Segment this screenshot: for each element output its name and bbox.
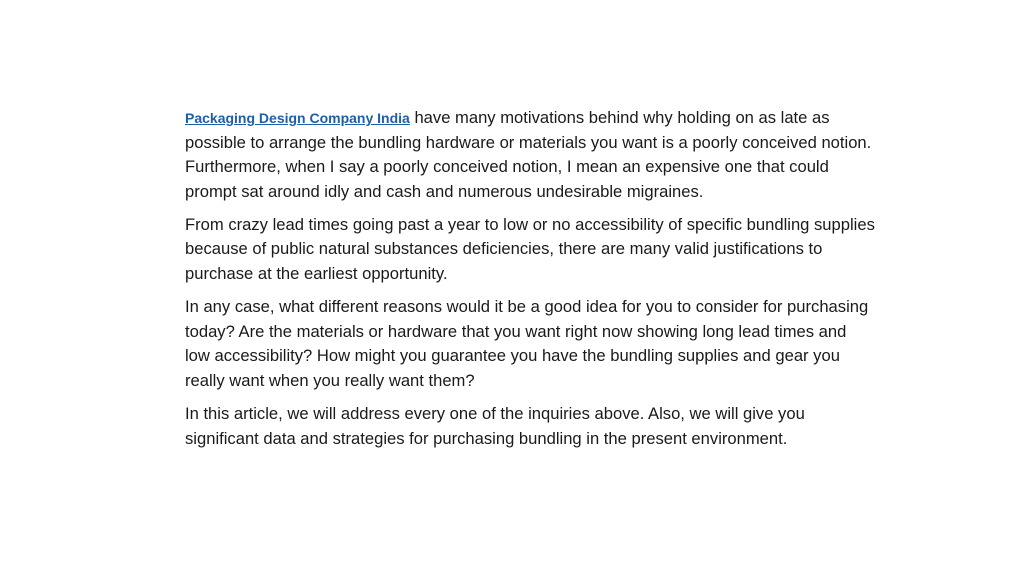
paragraph-intro [185, 106, 875, 204]
paragraph-article-summary: In this article, we will address every one of the inquiries above. Also, we will give you significant data and strategies for purchasing bundling in the present environment. [185, 404, 805, 448]
paragraph-intro-text: have many motivations behind why holding on as late as possible to arrange the bundling hardware or materials you want is a poorly conceived notion. Furthermore, when I say a poorly conceived notion, I mean an expensive one that could prompt sat around idly and cash and numerous undesirable migraines. [185, 108, 872, 201]
paragraph-lead-times: From crazy lead times going past a year to low or no accessibility of specific bundling supplies because of public natural substances deficiencies, there are many valid justifications to purchase at the earliest opportunity. [185, 214, 875, 284]
paragraph-reasons: In any case, what different reasons would it be a good idea for you to consider for purchasing today? Are the materials or hardware that you want right now showing long lead times and low accessibility? How might you guarantee you have the bundling supplies and gear you really want when you really want them? [185, 297, 869, 390]
packaging-design-company-link[interactable]: Packaging Design Company India [185, 110, 410, 126]
article-body [185, 106, 875, 460]
